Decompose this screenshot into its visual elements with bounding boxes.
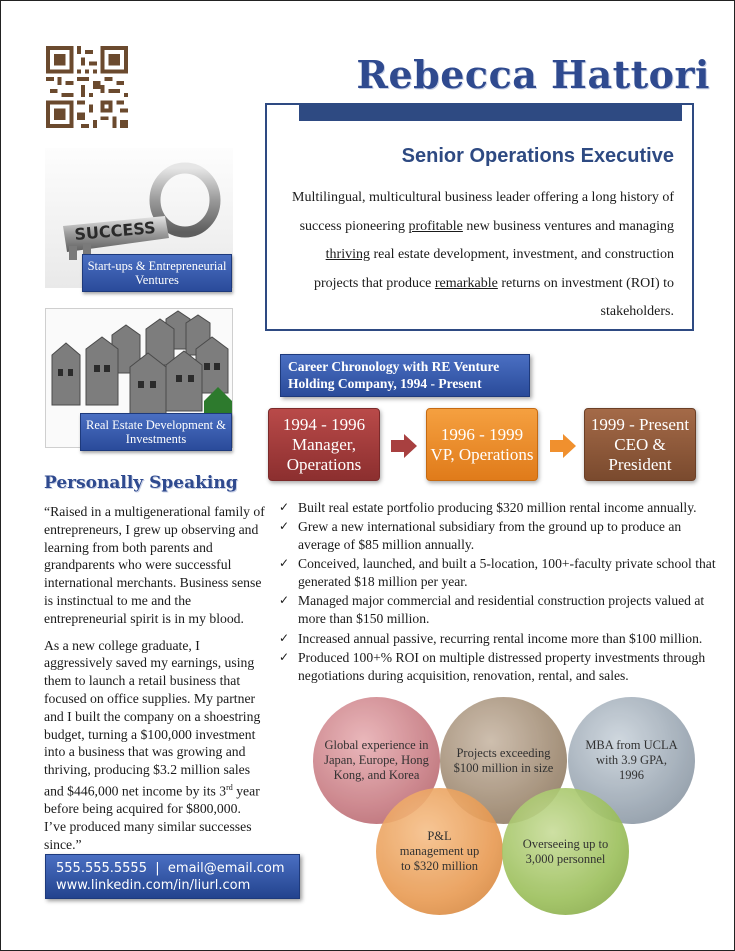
summary-accent-bar [299,103,682,121]
caption-real-estate: Real Estate Development & Investments [80,413,232,451]
caption-startups: Start-ups & Entrepreneurial Ventures [82,254,232,292]
linkedin-link[interactable]: www.linkedin.com/in/liurl.com [56,878,251,893]
checkmark-icon: ✓ [279,593,290,608]
highlight-global-experience: Global experience in Japan, Europe, Hong Kong, and Korea [313,697,440,824]
contact-line-1 [56,860,289,877]
timeline-stage-2: 1996 - 1999 VP, Operations [426,408,538,481]
timeline-stage-3: 1999 - Present CEO & President [584,408,696,481]
list-item: ✓ Produced 100+% ROI on multiple distressed property investments through negotiations during acquisition, renovation, rental, and sales. [279,649,706,683]
achievements-list [278,499,718,686]
highlight-pl-management: P&L management up to $320 million [376,788,503,915]
checkmark-icon: ✓ [279,500,290,514]
highlight-mba: MBA from UCLA with 3.9 GPA, 1996 [568,697,695,824]
list-item: ✓ Grew a new international subsidiary from the ground up to produce an average of $85 million annually. [279,519,682,553]
career-chronology-heading: Career Chronology with RE Venture Holding Company, 1994 - Present [280,354,530,397]
arrow-right-icon [391,434,417,458]
list-item: ✓ Conceived, launched, and built a 5-location, 100+-faculty private school that generated $18 million per year. [279,556,716,590]
summary-paragraph: Multilingual, multicultural business leader offering a long history of success pioneering profitable new business ventures and managing thriving real estate development, investment, and construction projects that produce remarkable returns on investment (ROI) to stakeholders. [292,190,674,319]
checkmark-icon: ✓ [279,649,290,664]
svg-text:SUCCESS: SUCCESS [73,217,157,244]
checkmark-icon: ✓ [279,519,290,534]
email-link[interactable]: email@email.com [167,861,285,876]
personally-speaking-text [44,503,266,863]
checkmark-icon: ✓ [279,630,290,645]
timeline-stage-1: 1994 - 1996 Manager, Operations [268,408,380,481]
ps-paragraph-1: “Raised in a multigenerational family of entrepreneurs, I grew up observing and learning from both parents and grandparents who were successful international merchants. Business sense is instinctual to me and the entrepreneurial spirit is in my blood. [44,504,265,626]
list-item: ✓ Built real estate portfolio producing $320 million rental income annually. [279,500,697,515]
qr-code-icon [46,46,128,128]
personally-speaking-heading: Personally Speaking [44,473,238,493]
checkmark-icon: ✓ [279,556,290,571]
highlight-project-size: Projects exceeding $100 million in size [440,697,567,824]
contact-separator: | [155,861,160,876]
arrow-right-icon [550,434,576,458]
headline: Senior Operations Executive [401,145,674,167]
list-item: ✓ Increased annual passive, recurring rental income more than $100 million. [279,630,703,646]
phone-number[interactable]: 555.555.5555 [56,861,147,876]
highlight-personnel: Overseeing up to 3,000 personnel [502,788,629,915]
ps-paragraph-2: As a new college graduate, I aggressively saved my earnings, using them to launch a retail business that focused on office supplies. My partner and I built the company on a shoestring budget, turning a $100,000 investment into a business that was growing and thriving, producing $3.2 million sales and $446,000 net income by its 3rd year before being acquired for $800,000. I’ve produced many similar successes since.” [44,637,261,852]
candidate-name: Rebecca Hattori [356,52,710,97]
list-item: ✓ Managed major commercial and residential construction projects valued at more than $150 million. [279,593,705,627]
contact-box [45,854,300,899]
